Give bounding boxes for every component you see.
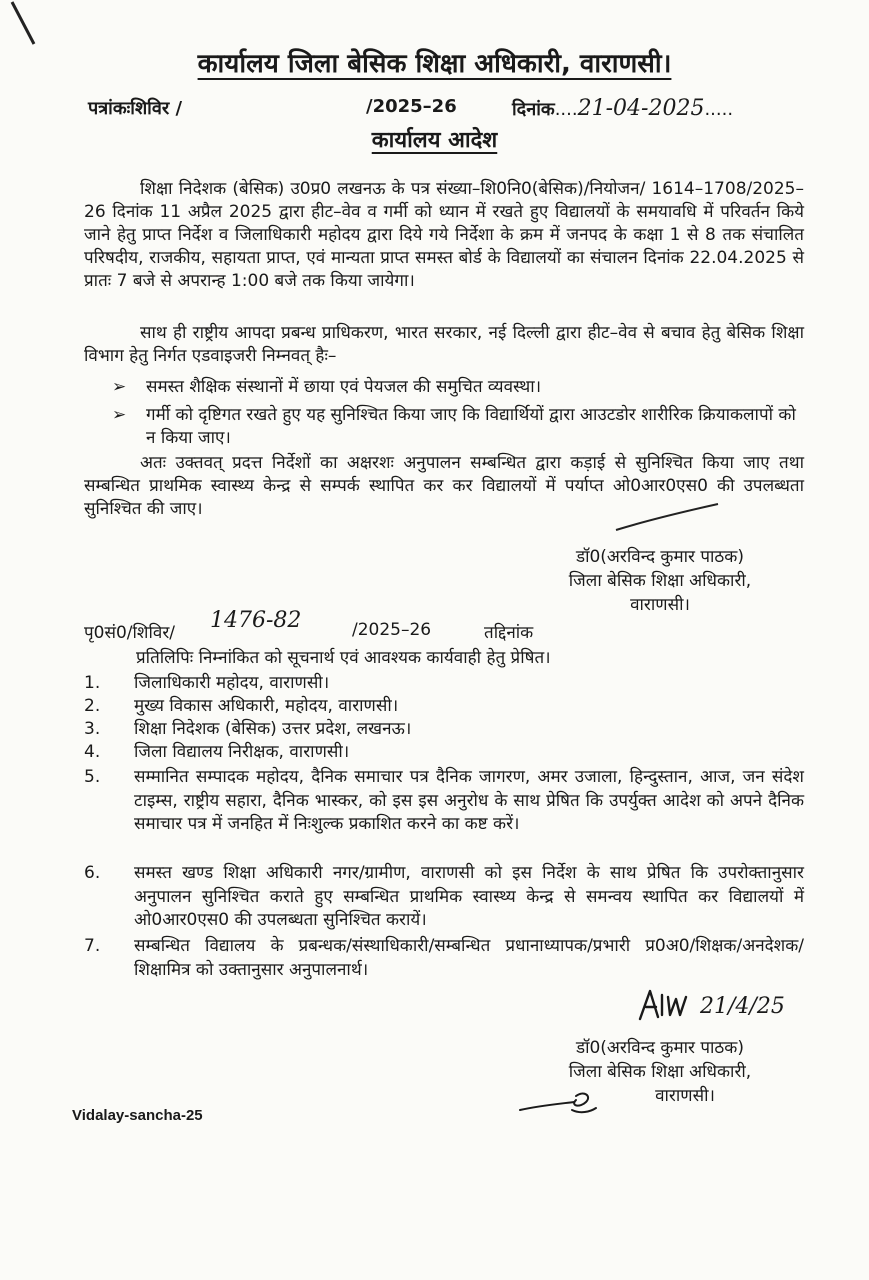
order-title: कार्यालय आदेश bbox=[371, 128, 498, 153]
letter-date: दिनांक....21-04-2025..... bbox=[512, 96, 734, 121]
paragraph-3: अतः उक्तवत् प्रदत्त निर्देशों का अक्षरशः अनुपालन सम्बन्धित द्वारा कड़ाई से सुनिश्चित किया जाए तथा सम्बन्धित प्राथमिक स्वास्थ्य केन्द्र से सम्पर्क स्थापित कर कर विद्यालयों में पर्याप्त ओ0आर0एस0 की उपलब्धता सुनिश्चित की जाए। bbox=[84, 453, 804, 519]
list-item: 3. शिक्षा निदेशक (बेसिक) उत्तर प्रदेश, लखनऊ। bbox=[84, 719, 412, 739]
copy-session: /2025–26 bbox=[352, 620, 432, 640]
officer-place: वाराणसी। bbox=[630, 595, 690, 615]
advisory-bullet-2: ➢ गर्मी को दृष्टिगत रखते हुए यह सुनिश्चित किया जाए कि विद्यार्थियों द्वारा आउटडोर शारीरिक क्रियाकलापों को न किया जाए। bbox=[112, 405, 796, 448]
arrow-bullet-icon: ➢ bbox=[112, 377, 127, 397]
list-item: 5. सम्मानित सम्पादक महोदय, दैनिक समाचार पत्र दैनिक जागरण, अमर उजाला, हिन्दुस्तान, आज, जन संदेश टाइम्स, राष्ट्रीय सहारा, दैनिक भास्कर, को इस इस अनुरोध के साथ प्रेषित कि उपर्युक्त आदेश को अपने दैनिक समाचार पत्र में जनहित में निःशुल्क प्रकाशित करने का कष्ट करें। bbox=[84, 767, 804, 834]
officer-place: वाराणसी। bbox=[655, 1086, 715, 1106]
copy-intro: प्रतिलिपिः निम्नांकित को सूचनार्थ एवं आवश्यक कार्यवाही हेतु प्रेषित। bbox=[136, 648, 551, 668]
handwritten-date: 21-04-2025 bbox=[577, 96, 705, 121]
list-item: 6. समस्त खण्ड शिक्षा अधिकारी नगर/ग्रामीण, वाराणसी को इस निर्देश के साथ प्रेषित कि उपरोक्तानुसार अनुपालन सुनिश्चित कराते हुए सम्बन्धित प्राथमिक स्वास्थ्य केन्द्र से समन्वय स्थापित कर विद्यालयों में ओ0आर0एस0 की उपलब्धता सुनिश्चित करायें। bbox=[84, 863, 804, 930]
letter-number-label: पत्रांकःशिविर / bbox=[88, 98, 183, 119]
signature-block-2 bbox=[530, 1036, 790, 1108]
handwritten-initials-date: 21/4/25 bbox=[700, 994, 785, 1019]
letter-session: /2025–26 bbox=[366, 96, 457, 117]
paragraph-2: साथ ही राष्ट्रीय आपदा प्रबन्ध प्राधिकरण, भारत सरकार, नई दिल्ली द्वारा हीट–वेव से बचाव हेतु बेसिक शिक्षा विभाग हेतु निर्गत एडवाइजरी निम्नवत् हैः– bbox=[84, 323, 804, 366]
corner-pen-stroke bbox=[8, 0, 38, 50]
arrow-bullet-icon: ➢ bbox=[112, 405, 127, 425]
list-item: 4. जिला विद्यालय निरीक्षक, वाराणसी। bbox=[84, 742, 350, 762]
list-item: 1. जिलाधिकारी महोदय, वाराणसी। bbox=[84, 673, 330, 693]
office-heading: कार्यालय जिला बेसिक शिक्षा अधिकारी, वाराणसी। bbox=[197, 49, 672, 79]
officer-name: डॉ0(अरविन्द कुमार पाठक) bbox=[575, 547, 745, 567]
list-item: 2. मुख्य विकास अधिकारी, महोदय, वाराणसी। bbox=[84, 696, 399, 716]
signature-stroke bbox=[612, 500, 722, 536]
copy-same-date: तद्दिनांक bbox=[484, 623, 534, 643]
handwritten-ref-number: 1476-82 bbox=[210, 608, 302, 633]
initials-signature bbox=[636, 985, 696, 1025]
advisory-bullet-1: ➢ समस्त शैक्षिक संस्थानों में छाया एवं पेयजल की समुचित व्यवस्था। bbox=[112, 377, 542, 397]
copy-ref-label: पृ0सं0/शिविर/ bbox=[84, 623, 176, 643]
officer-designation: जिला बेसिक शिक्षा अधिकारी, bbox=[568, 1062, 752, 1082]
signature-block-1 bbox=[530, 545, 790, 617]
officer-name: डॉ0(अरविन्द कुमार पाठक) bbox=[575, 1038, 745, 1058]
footer-reference-code: Vidalay-sancha-25 bbox=[72, 1107, 203, 1124]
list-item: 7. सम्बन्धित विद्यालय के प्रबन्धक/संस्थाधिकारी/सम्बन्धित प्रधानाध्यापक/प्रभारी प्र0अ0/शिक्षक/अनदेशक/शिक्षामित्र को उक्तानुसार अनुपालनार्थ। bbox=[84, 936, 804, 980]
officer-designation: जिला बेसिक शिक्षा अधिकारी, bbox=[568, 571, 752, 591]
paragraph-1: शिक्षा निदेशक (बेसिक) उ0प्र0 लखनऊ के पत्र संख्या–शि0नि0(बेसिक)/नियोजन/ 1614–1708/2025–26 दिनांक 11 अप्रैल 2025 द्वारा हीट–वेव व गर्मी को ध्यान में रखते हुए विद्यालयों के समयावधि में परिवर्तन किये जाने हेतु प्राप्त निर्देश व जिलाधिकारी महोदय द्वारा दिये गये निर्देशा के क्रम में जनपद के कक्षा 1 से 8 तक संचालित परिषदीय, राजकीय, सहायता प्राप्त, एवं मान्यता प्राप्त समस्त बोर्ड के विद्यालयों का संचालन दिनांक 22.04.2025 से प्रातः 7 बजे से अपरान्ह 1:00 बजे तक किया जायेगा। bbox=[84, 179, 804, 291]
